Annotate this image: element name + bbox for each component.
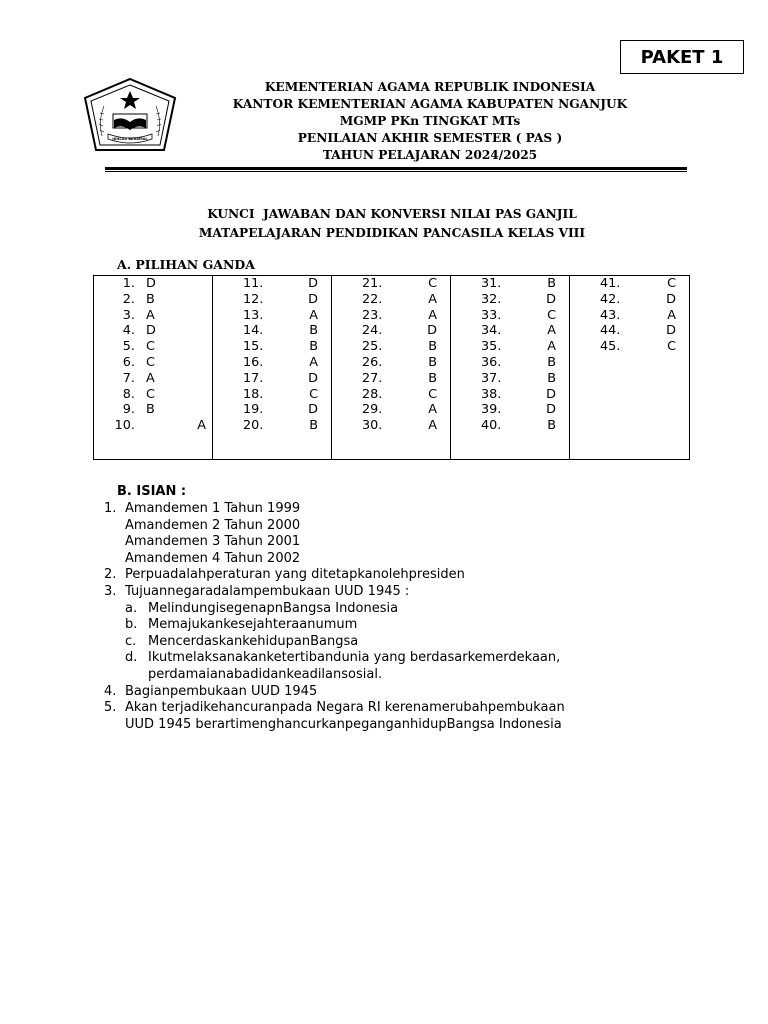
answer-row xyxy=(570,323,689,339)
answer-row xyxy=(451,323,569,339)
answer-column xyxy=(213,276,332,459)
title-line: MATAPELAJARAN PENDIDIKAN PANCASILA KELAS VIII xyxy=(198,226,586,240)
answer-row xyxy=(451,339,569,355)
question-number: 21. xyxy=(362,276,383,291)
answer-letter: B xyxy=(428,370,437,386)
question-number: 45. xyxy=(600,339,621,355)
answer-letter: D xyxy=(546,402,556,418)
list-marker: 2. xyxy=(104,567,117,583)
answer-row xyxy=(94,292,212,308)
question-number: 3. xyxy=(122,307,135,323)
question-number: 44. xyxy=(600,323,621,339)
answer-row xyxy=(332,292,450,308)
list-item-text: perdamaianabadidankeadilansosial. xyxy=(148,667,383,682)
answer-row xyxy=(94,276,212,292)
answer-row xyxy=(94,418,212,434)
header-divider-thin xyxy=(105,171,687,172)
answer-row xyxy=(570,308,689,324)
question-number: 25. xyxy=(362,339,383,355)
list-item-text: Amandemen 4 Tahun 2002 xyxy=(125,550,301,566)
answer-row xyxy=(213,276,331,292)
answer-letter: D xyxy=(308,276,318,291)
question-number: 15. xyxy=(243,339,264,355)
answer-row xyxy=(94,308,212,324)
answer-letter: C xyxy=(428,386,437,402)
answer-letter: B xyxy=(428,339,437,355)
logo-motto: IKHLAS BERAMAL xyxy=(112,137,148,141)
question-number: 20. xyxy=(243,418,264,434)
question-number: 24. xyxy=(362,323,383,339)
question-number: 23. xyxy=(362,307,383,323)
answer-row xyxy=(570,276,689,292)
answer-letter: D xyxy=(666,323,676,339)
question-number: 27. xyxy=(362,370,383,386)
answer-row xyxy=(451,371,569,387)
answer-row xyxy=(451,387,569,403)
question-number: 39. xyxy=(481,402,502,418)
answer-letter: B xyxy=(547,418,556,434)
header-divider xyxy=(105,167,687,170)
question-number: 30. xyxy=(362,418,383,434)
answer-letter: D xyxy=(546,386,556,402)
answer-row xyxy=(213,355,331,371)
answer-row xyxy=(94,402,212,418)
answer-letter: B xyxy=(309,323,318,339)
answer-row xyxy=(451,402,569,418)
answer-row xyxy=(213,323,331,339)
list-marker: 1. xyxy=(104,501,117,516)
question-number: 22. xyxy=(362,291,383,307)
question-number: 41. xyxy=(600,276,621,291)
answer-row xyxy=(332,418,450,434)
answer-row xyxy=(94,355,212,371)
answer-row xyxy=(332,355,450,371)
answer-row xyxy=(213,308,331,324)
list-item-text: Amandemen 1 Tahun 1999 xyxy=(125,501,301,516)
question-number: 13. xyxy=(243,307,264,323)
question-number: 29. xyxy=(362,402,383,418)
answer-row xyxy=(213,387,331,403)
question-number: 37. xyxy=(481,370,502,386)
question-number: 4. xyxy=(122,323,135,339)
answer-key-table xyxy=(93,275,690,460)
answer-letter: C xyxy=(309,386,318,402)
answer-row xyxy=(94,323,212,339)
kemenag-emblem-icon xyxy=(80,76,180,156)
list-marker: c. xyxy=(125,633,137,649)
question-number: 5. xyxy=(122,339,135,355)
answer-letter: D xyxy=(146,323,156,339)
answer-row xyxy=(213,292,331,308)
question-number: 34. xyxy=(481,323,502,339)
answer-row xyxy=(332,371,450,387)
answer-column xyxy=(451,276,570,459)
list-item-text: Memajukankesejahteraanumum xyxy=(148,617,358,633)
question-number: 2. xyxy=(122,291,135,307)
answer-letter: B xyxy=(547,370,556,386)
list-item-text: UUD 1945 berartimenghancurkanpeganganhidupBangsa Indonesia xyxy=(125,716,562,732)
answer-letter: A xyxy=(197,418,206,434)
list-item-text: Perpuadalahperaturan yang ditetapkanolehpresiden xyxy=(125,567,465,583)
answer-letter: C xyxy=(547,307,556,323)
answer-letter: C xyxy=(428,276,437,291)
list-marker: b. xyxy=(125,617,138,633)
answer-letter: A xyxy=(146,370,155,386)
question-number: 28. xyxy=(362,386,383,402)
answer-row xyxy=(332,402,450,418)
question-number: 16. xyxy=(243,355,264,370)
question-number: 40. xyxy=(481,418,502,434)
answer-letter: A xyxy=(547,323,556,339)
header-line: PENILAIAN AKHIR SEMESTER ( PAS ) xyxy=(297,131,563,145)
answer-letter: C xyxy=(146,386,155,402)
answer-row xyxy=(570,292,689,308)
list-item-text: Tujuannegaradalampembukaan UUD 1945 : xyxy=(125,584,410,599)
answer-letter: A xyxy=(667,307,676,323)
answer-letter: A xyxy=(428,418,437,434)
answer-row xyxy=(451,292,569,308)
question-number: 8. xyxy=(122,386,135,402)
question-number: 1. xyxy=(122,276,135,291)
answer-letter: A xyxy=(428,307,437,323)
question-number: 35. xyxy=(481,339,502,355)
header-line: KANTOR KEMENTERIAN AGAMA KABUPATEN NGANJUK xyxy=(232,97,628,111)
answer-letter: B xyxy=(309,339,318,355)
question-number: 17. xyxy=(243,370,264,386)
answer-letter: B xyxy=(146,402,155,418)
answer-row xyxy=(94,387,212,403)
answer-letter: B xyxy=(547,276,556,291)
section-a-heading: A. PILIHAN GANDA xyxy=(117,257,255,272)
answer-row xyxy=(332,387,450,403)
answer-row xyxy=(332,308,450,324)
list-item-text: Amandemen 2 Tahun 2000 xyxy=(125,517,301,533)
answer-row xyxy=(332,339,450,355)
answer-letter: B xyxy=(309,418,318,434)
answer-letter: D xyxy=(427,323,437,339)
question-number: 12. xyxy=(243,291,264,307)
answer-row xyxy=(451,308,569,324)
list-item-text: Amandemen 3 Tahun 2001 xyxy=(125,534,301,550)
answer-letter: A xyxy=(309,307,318,323)
question-number: 36. xyxy=(481,355,502,370)
list-marker: 5. xyxy=(104,700,117,716)
answer-row xyxy=(451,355,569,371)
answer-row xyxy=(213,339,331,355)
answer-row xyxy=(332,276,450,292)
answer-row xyxy=(451,418,569,434)
question-number: 32. xyxy=(481,291,502,307)
question-number: 31. xyxy=(481,276,502,291)
paket-label: PAKET 1 xyxy=(620,40,744,74)
answer-letter: A xyxy=(146,307,155,323)
list-item-text: Ikutmelaksanakanketertibandunia yang berdasarkemerdekaan, xyxy=(148,650,561,666)
list-item-text: Akan terjadikehancuranpada Negara RI kerenamerubahpembukaan xyxy=(125,700,565,716)
answer-letter: B xyxy=(146,291,155,307)
answer-letter: D xyxy=(666,291,676,307)
question-number: 33. xyxy=(481,307,502,323)
letterhead xyxy=(180,79,680,164)
section-b-heading: B. ISIAN : xyxy=(117,484,187,499)
answer-letter: C xyxy=(146,339,155,355)
question-number: 26. xyxy=(362,355,383,370)
question-number: 19. xyxy=(243,402,264,418)
list-marker: 3. xyxy=(104,584,117,599)
list-item-text: MencerdaskankehidupanBangsa xyxy=(148,633,359,649)
answer-letter: D xyxy=(146,276,156,291)
answer-row xyxy=(213,371,331,387)
list-marker: a. xyxy=(125,600,138,616)
answer-row xyxy=(213,418,331,434)
question-number: 11. xyxy=(243,276,264,291)
answer-letter: A xyxy=(309,355,318,370)
answer-column xyxy=(570,276,689,459)
document-title xyxy=(94,205,690,243)
answer-row xyxy=(213,402,331,418)
question-number: 6. xyxy=(122,355,135,370)
answer-letter: A xyxy=(428,402,437,418)
header-line: KEMENTERIAN AGAMA REPUBLIK INDONESIA xyxy=(264,80,596,94)
header-line: MGMP PKn TINGKAT MTs xyxy=(339,114,521,128)
answer-letter: D xyxy=(308,402,318,418)
list-marker: 4. xyxy=(104,683,117,699)
answer-letter: D xyxy=(546,291,556,307)
answer-row xyxy=(570,339,689,355)
answer-row xyxy=(332,323,450,339)
title-line: KUNCI JAWABAN DAN KONVERSI NILAI PAS GANJIL xyxy=(207,207,577,221)
answer-letter: C xyxy=(667,339,676,355)
answer-letter: D xyxy=(308,370,318,386)
answer-column xyxy=(94,276,213,459)
question-number: 7. xyxy=(122,370,135,386)
question-number: 18. xyxy=(243,386,264,402)
answer-letter: D xyxy=(308,291,318,307)
answer-row xyxy=(94,371,212,387)
question-number: 14. xyxy=(243,323,264,339)
answer-letter: B xyxy=(547,355,556,370)
list-item-text: MelindungisegenapnBangsa Indonesia xyxy=(148,600,399,616)
question-number: 10. xyxy=(114,418,135,434)
list-marker: d. xyxy=(125,650,138,666)
answer-column xyxy=(332,276,451,459)
header-line: TAHUN PELAJARAN 2024/2025 xyxy=(322,148,538,162)
question-number: 43. xyxy=(600,307,621,323)
question-number: 9. xyxy=(122,402,135,418)
answer-letter: C xyxy=(146,355,155,370)
answer-letter: A xyxy=(547,339,556,355)
question-number: 38. xyxy=(481,386,502,402)
answer-row xyxy=(451,276,569,292)
answer-letter: A xyxy=(428,291,437,307)
question-number: 42. xyxy=(600,291,621,307)
list-item-text: Bagianpembukaan UUD 1945 xyxy=(125,683,318,699)
answer-letter: B xyxy=(428,355,437,370)
answer-letter: C xyxy=(667,276,676,291)
answer-row xyxy=(94,339,212,355)
